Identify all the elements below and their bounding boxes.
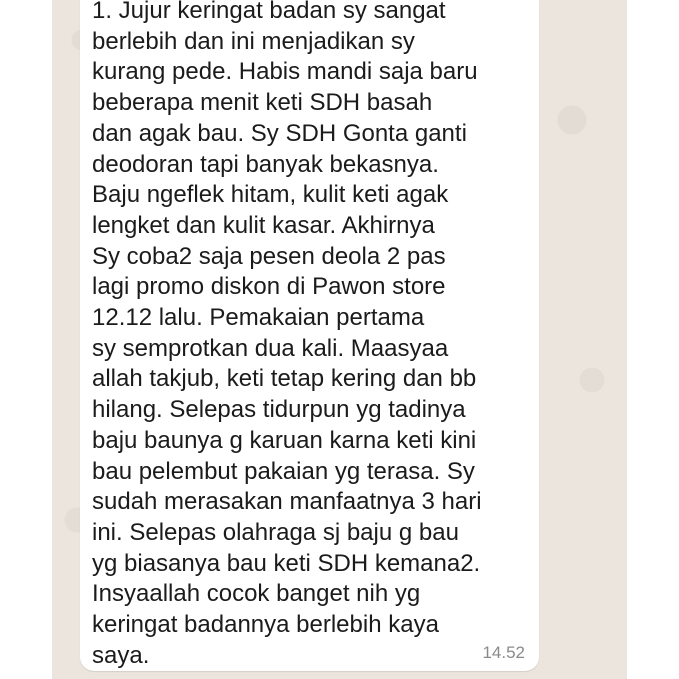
- message-bubble[interactable]: [80, 0, 539, 671]
- message-line: Insyaallah cocok banget nih yg: [92, 580, 421, 608]
- message-line: sudah merasakan manfaatnya 3 hari: [92, 488, 482, 516]
- message-line: bau pelembut pakaian yg terasa. Sy: [92, 457, 475, 485]
- message-line: Sy coba2 saja pesen deola 2 pas: [92, 242, 446, 270]
- message-text: [92, 0, 522, 671]
- message-line: lengket dan kulit kasar. Akhirnya: [92, 211, 435, 239]
- message-line: ini. Selepas olahraga sj baju g bau: [92, 518, 459, 546]
- message-line: saya.: [92, 641, 150, 669]
- message-line: berlebih dan ini menjadikan sy: [92, 27, 415, 55]
- message-line: keringat badannya berlebih kaya: [92, 611, 439, 639]
- message-line: sy semprotkan dua kali. Maasyaa: [92, 334, 449, 362]
- message-line: dan agak bau. Sy SDH Gonta ganti: [92, 119, 467, 147]
- message-line: beberapa menit keti SDH basah: [92, 89, 433, 117]
- message-line: 12.12 lalu. Pemakaian pertama: [92, 304, 425, 332]
- message-line: 1. Jujur keringat badan sy sangat: [92, 0, 446, 24]
- message-line: deodoran tapi banyak bekasnya.: [92, 150, 439, 178]
- message-line: hilang. Selepas tidurpun yg tadinya: [92, 396, 466, 424]
- message-line: lagi promo diskon di Pawon store: [92, 273, 446, 301]
- message-line: kurang pede. Habis mandi saja baru: [92, 58, 478, 86]
- message-line: baju baunya g karuan karna keti kini: [92, 426, 477, 454]
- message-line: yg biasanya bau keti SDH kemana2.: [92, 549, 481, 577]
- message-line: Baju ngeflek hitam, kulit keti agak: [92, 181, 449, 209]
- message-line: allah takjub, keti tetap kering dan bb: [92, 365, 477, 393]
- message-timestamp: 14.52: [482, 643, 525, 662]
